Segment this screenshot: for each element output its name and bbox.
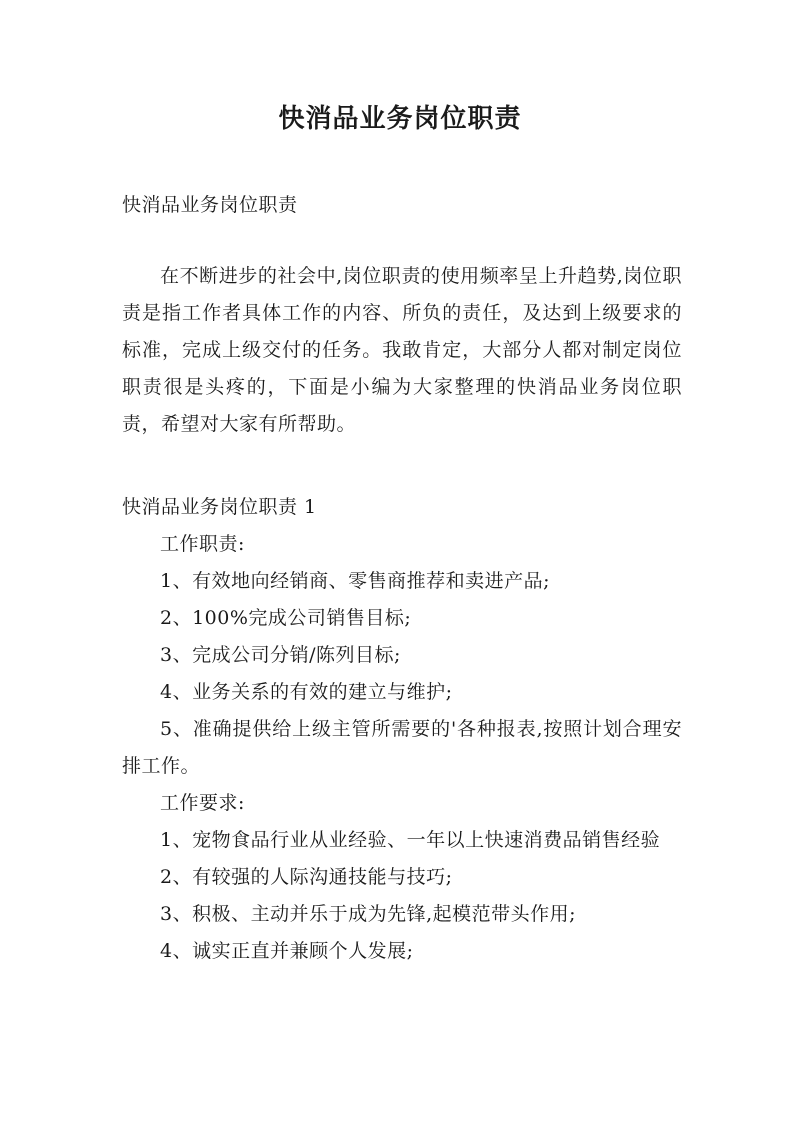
job-content — [122, 526, 682, 970]
requirement-item: 2、有较强的人际沟通技能与技巧; — [160, 866, 453, 888]
requirement-item: 1、宠物食品行业从业经验、一年以上快速消费品销售经验 — [160, 829, 661, 851]
section-title: 快消品业务岗位职责 1 — [122, 496, 317, 518]
requirements-heading: 工作要求: — [160, 792, 245, 814]
duty-item: 4、业务关系的有效的建立与维护; — [160, 681, 453, 703]
duty-item: 5、准确提供给上级主管所需要的'各种报表,按照计划合理安排工作。 — [122, 718, 682, 777]
requirement-item: 4、诚实正直并兼顾个人发展; — [160, 940, 414, 962]
requirement-item: 3、积极、主动并乐于成为先锋,起模范带头作用; — [160, 903, 577, 925]
duty-item: 2、100%完成公司销售目标; — [160, 607, 412, 629]
document-subtitle: 快消品业务岗位职责 — [122, 194, 298, 216]
duty-item: 3、完成公司分销/陈列目标; — [160, 644, 401, 666]
duty-item: 1、有效地向经销商、零售商推荐和卖进产品; — [160, 570, 550, 592]
duties-heading: 工作职责: — [160, 533, 245, 555]
intro-paragraph: 在不断进步的社会中,岗位职责的使用频率呈上升趋势,岗位职责是指工作者具体工作的内容、所负的责任，及达到上级要求的标准，完成上级交付的任务。我敢肯定，大部分人都对制定岗位职责很是头疼的，下面是小编为大家整理的快消品业务岗位职责，希望对大家有所帮助。 — [122, 265, 682, 435]
document-title: 快消品业务岗位职责 — [278, 104, 522, 134]
